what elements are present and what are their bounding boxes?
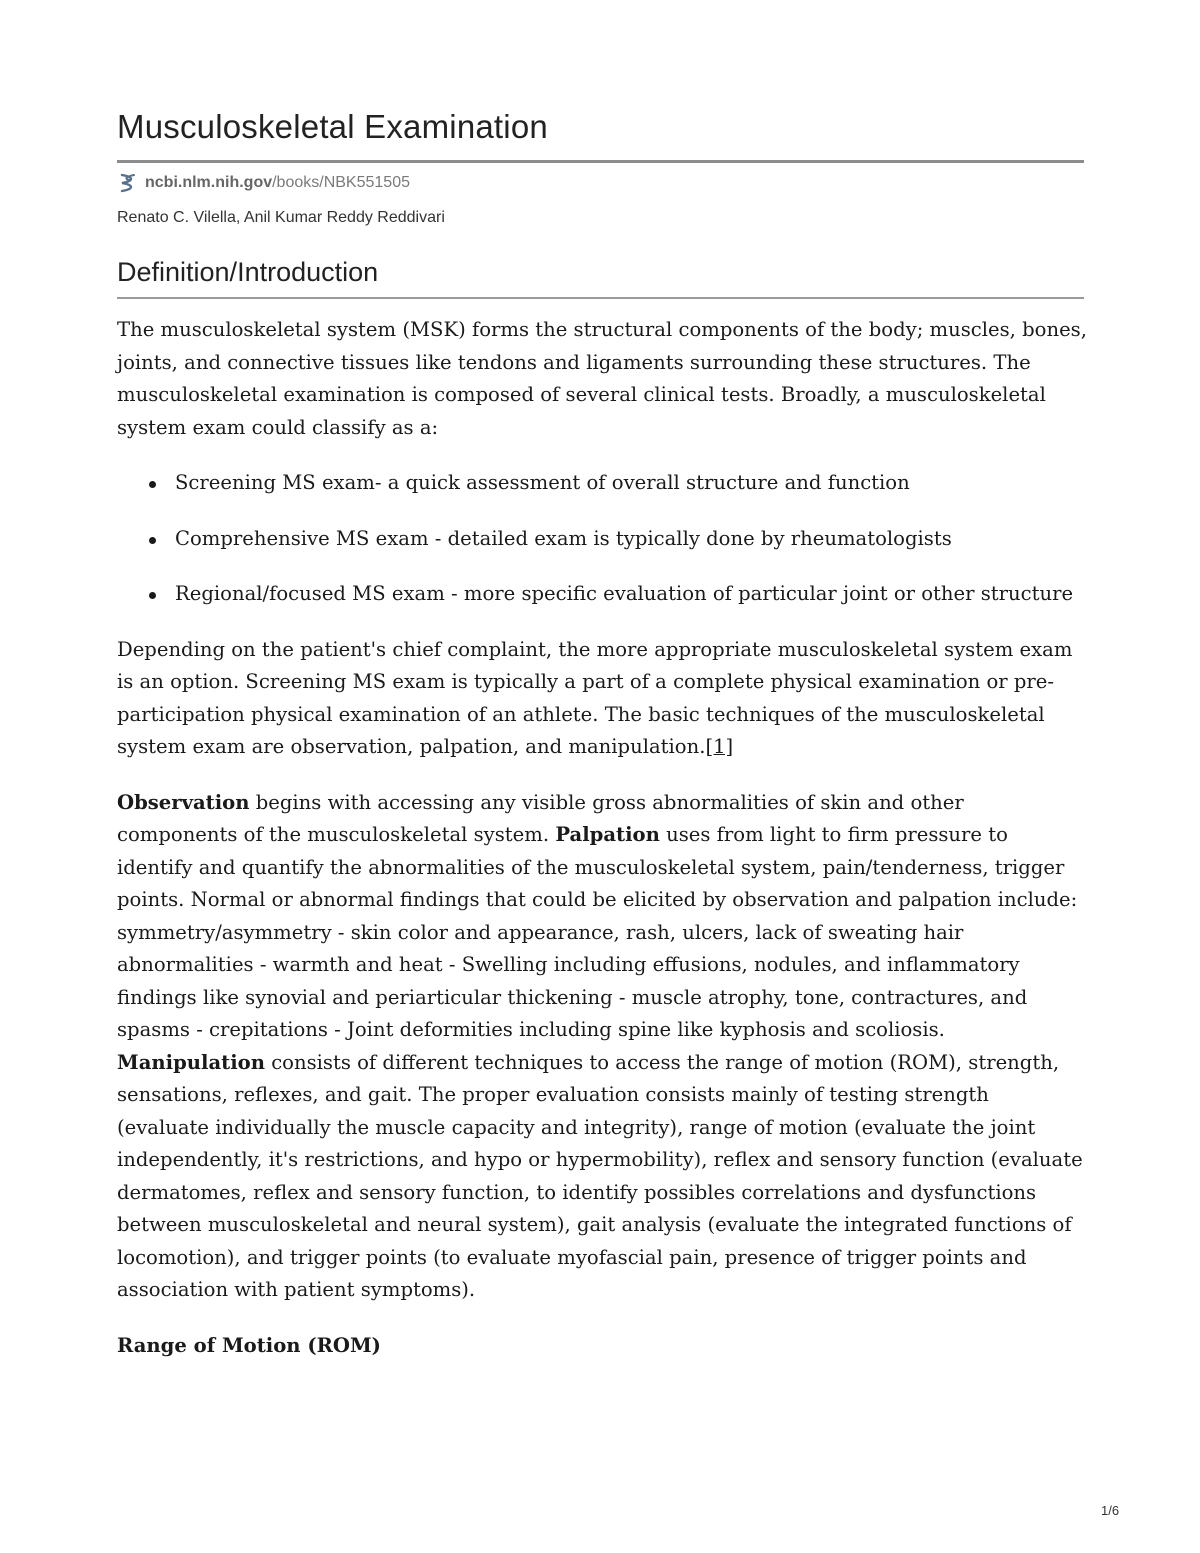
exam-type-list bbox=[117, 467, 1087, 611]
palpation-term: Palpation bbox=[555, 823, 660, 846]
section-heading: Definition/Introduction bbox=[117, 257, 379, 287]
source-domain: ncbi.nlm.nih.gov bbox=[145, 174, 273, 191]
section-divider bbox=[117, 297, 1084, 299]
authors: Renato C. Vilella, Anil Kumar Reddy Reddivari bbox=[117, 209, 445, 226]
complaint-text: Depending on the patient's chief complaint, the more appropriate musculoskeletal system exam is an option. Screening MS exam is typically a part of a complete physical examination or pre-participation physical examination of an athlete. The basic techniques of the musculoskeletal system exam are observation, palpation, and manipulation. bbox=[117, 637, 1073, 758]
list-item: Screening MS exam- a quick assessment of overall structure and function bbox=[175, 467, 1087, 500]
reference-link[interactable]: [1] bbox=[705, 735, 734, 758]
complaint-paragraph bbox=[117, 634, 1087, 764]
techniques-paragraph bbox=[117, 787, 1087, 1307]
intro-paragraph: The musculoskeletal system (MSK) forms the structural components of the body; muscles, bones, joints, and connective tissues like tendons and ligaments surrounding these structures. The musculoskeletal examination is composed of several clinical tests. Broadly, a musculoskeletal system exam could classify as a: bbox=[117, 318, 1087, 439]
ncbi-helix-icon bbox=[117, 172, 139, 194]
palpation-text: uses from light to firm pressure to identify and quantify the abnormalities of the musculoskeletal system, pain/tenderness, trigger points. Normal or abnormal findings that could be elicited by observation and palpation include: symmetry/asymmetry - skin color and appearance, rash, ulcers, lack of sweating hair abnormalities - warmth and heat - Swelling including effusions, nodules, and inflammatory findings like synovial and periarticular thickening - muscle atrophy, tone, contractures, and spasms - crepitations - Joint deformities including spine like kyphosis and scoliosis. bbox=[117, 823, 1078, 1041]
rom-subheading: Range of Motion (ROM) bbox=[117, 1333, 381, 1357]
list-item: Comprehensive MS exam - detailed exam is typically done by rheumatologists bbox=[175, 523, 1087, 556]
title-divider bbox=[117, 160, 1084, 163]
list-item: Regional/focused MS exam - more specific evaluation of particular joint or other structure bbox=[175, 578, 1087, 611]
source-path: /books/NBK551505 bbox=[272, 174, 410, 191]
manipulation-term: Manipulation bbox=[117, 1050, 265, 1074]
manipulation-text: consists of different techniques to access the range of motion (ROM), strength, sensations, reflexes, and gait. The proper evaluation consists mainly of testing strength (evaluate individually the muscle capacity and integrity), range of motion (evaluate the joint independently, it's restrictions, and hypo or hypermobility), reflex and sensory function (evaluate dermatomes, reflex and sensory function, to identify possibles correlations and dysfunctions between musculoskeletal and neural system), gait analysis (evaluate the integrated functions of locomotion), and trigger points (to evaluate myofascial pain, presence of trigger points and association with patient symptoms). bbox=[117, 1050, 1083, 1301]
source-link[interactable] bbox=[117, 172, 410, 194]
page-title: Musculoskeletal Examination bbox=[117, 108, 548, 145]
observation-term: Observation bbox=[117, 790, 250, 814]
article-body bbox=[117, 314, 1087, 1362]
page-indicator: 1/6 bbox=[1101, 1503, 1120, 1518]
observation-text: begins with accessing any visible gross abnormalities of skin and other components of the musculoskeletal system. bbox=[117, 790, 964, 846]
